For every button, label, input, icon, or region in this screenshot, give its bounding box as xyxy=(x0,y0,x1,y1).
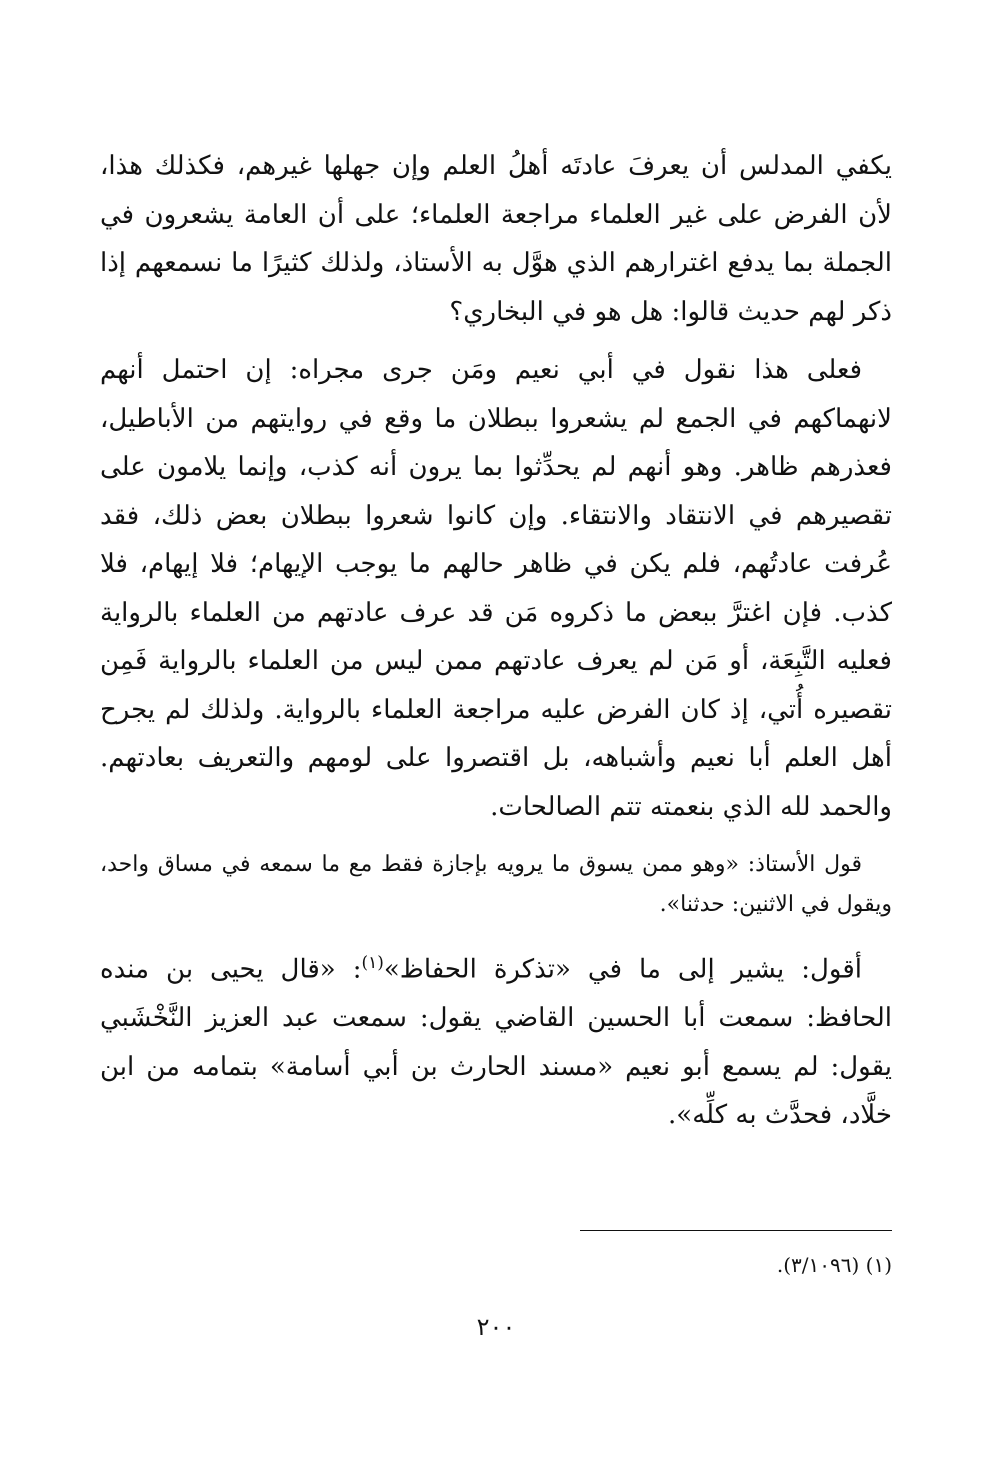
page-body xyxy=(100,142,892,1140)
paragraph-2: فعلى هذا نقول في أبي نعيم ومَن جرى مجراه: إن احتمل أنهم لانهماكهم في الجمع لم يشعروا ببطلان ما وقع في روايتهم من الأباطيل، فعذرهم ظاهر. وهو أنهم لم يحدِّثوا بما يرون أنه كذب، وإنما يلامون على تقصيرهم في الانتقاد والانتقاء. وإن كانوا شعروا ببطلان بعض ذلك، فقد عُرفت عادتُهم، فلم يكن في ظاهر حالهم ما يوجب الإيهام؛ فلا إيهام، فلا كذب. فإن اغترَّ ببعض ما ذكروه مَن قد عرف عادتهم من العلماء بالرواية فعليه التَّبِعَة، أو مَن لم يعرف عادتهم ممن ليس من العلماء بالرواية فَمِن تقصيره أُتي، إذ كان الفرض عليه مراجعة العلماء بالرواية. ولذلك لم يجرح أهل العلم أبا نعيم وأشباهه، بل اقتصروا على لومهم والتعريف بعادتهم. والحمد لله الذي بنعمته تتم الصالحات. xyxy=(100,355,893,822)
paragraph-3 xyxy=(100,939,892,1140)
paragraph-3-rest: : «قال يحيى بن منده الحافظ: سمعت أبا الحسين القاضي يقول: سمعت عبد العزيز النَّخْشَبي يقول: لم يسمع أبو نعيم «مسند الحارث بن أبي أسامة» بتمامه من ابن خلَّاد، فحدَّث به كلِّه». xyxy=(100,954,892,1131)
quoted-statement: قول الأستاذ: «وهو ممن يسوق ما يرويه بإجازة فقط مع ما سمعه في مساق واحد، ويقول في الاثنين: حدثنا». xyxy=(100,852,892,917)
footnote-marker: (١) xyxy=(361,953,384,973)
page-number: ٢٠٠ xyxy=(476,1313,516,1341)
paragraph-1: يكفي المدلس أن يعرفَ عادتَه أهلُ العلم وإن جهلها غيرهم، فكذلك هذا، لأن الفرض على غير العلماء مراجعة العلماء؛ على أن العامة يشعرون في الجملة بما يدفع اغترارهم الذي هوَّل به الأستاذ، ولذلك كثيرًا ما نسمعهم إذا ذكر لهم حديث قالوا: هل هو في البخاري؟ xyxy=(100,151,892,327)
footnote-divider xyxy=(580,1230,892,1231)
footnote-text: (١) (٣/١٠٩٦). xyxy=(776,1253,892,1277)
paragraph-3-lead: أقول: يشير إلى ما في «تذكرة الحفاظ» xyxy=(383,954,862,985)
